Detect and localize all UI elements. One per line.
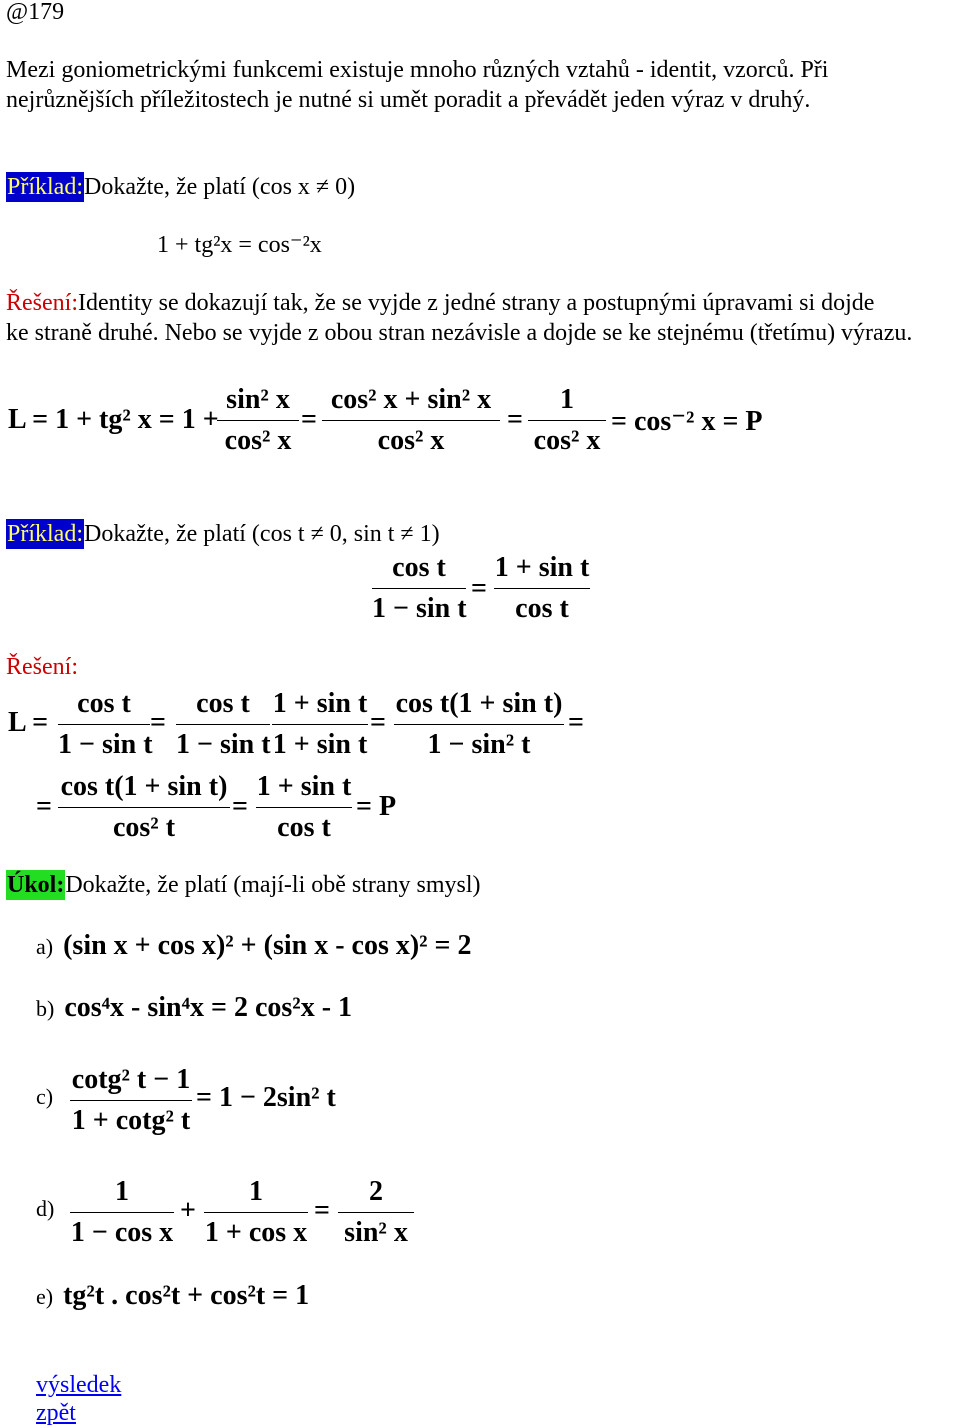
fraction-numerator: 1 (249, 1176, 263, 1207)
fraction-denominator: sin² x (344, 1217, 408, 1248)
fraction-numerator: 2 (369, 1176, 383, 1207)
fraction-denominator: cos² x (533, 425, 601, 456)
solution2-end: = P (356, 791, 397, 822)
fraction-numerator: cos t(1 + sin t) (395, 688, 563, 719)
task-item-a (36, 930, 472, 962)
solution-tag: Řešení: (6, 654, 78, 680)
fraction-denominator: 1 + sin t (272, 729, 368, 760)
equals-sign: = (301, 404, 317, 435)
equals-sign: = (471, 573, 487, 604)
task-item-d-fraction-3 (338, 1176, 414, 1249)
solution2-fraction-e (58, 771, 230, 844)
example2-left-fraction (372, 552, 466, 625)
fraction-numerator: 1 + sin t (256, 771, 352, 802)
task-item-c-fraction (70, 1064, 192, 1137)
fraction-numerator: 1 (115, 1176, 129, 1207)
task-item-e (36, 1280, 309, 1312)
fraction-numerator: 1 + sin t (272, 688, 368, 719)
equals-sign: = (370, 707, 386, 738)
fraction-denominator: cos t (277, 812, 331, 843)
equals-sign: = (507, 404, 523, 435)
solution2-heading (6, 652, 78, 682)
task-item-label: e) (36, 1284, 54, 1309)
fraction-numerator: cos t (196, 688, 250, 719)
task-heading (6, 870, 481, 900)
fraction-denominator: 1 − cos x (70, 1217, 174, 1248)
task-tag: Úkol: (7, 872, 65, 898)
derivation1-fraction-2 (322, 384, 500, 457)
solution1-line-2: ke straně druhé. Nebo se vyjde z obou stran nezávisle a dojde se ke stejnému (třetímu) výrazu. (6, 320, 913, 346)
fraction-denominator: cos t (515, 593, 569, 624)
equals-sign: = (232, 791, 248, 822)
fraction-numerator: sin² x (226, 384, 290, 415)
fraction-numerator: cos t(1 + sin t) (60, 771, 228, 802)
derivation1-result: = cos⁻² x = P (611, 406, 763, 437)
fraction-numerator: cos² x + sin² x (330, 384, 492, 415)
solution-tag: Řešení: (6, 290, 78, 316)
intro-line-2: nejrůznějších příležitostech je nutné si umět poradit a převádět jeden výraz v druhý. (6, 87, 811, 113)
fraction-denominator: 1 + cotg² t (71, 1105, 191, 1136)
page-number: @179 (6, 0, 65, 25)
task-item-label: d) (36, 1196, 55, 1221)
solution2-fraction-b (176, 688, 270, 761)
equals-sign: = (568, 707, 584, 738)
example2-heading (6, 519, 440, 549)
task-item-expression: tg²t . cos²t + cos²t = 1 (63, 1280, 310, 1311)
task-item-d-label-wrap (36, 1196, 54, 1222)
task-item-d-fraction-2 (204, 1176, 308, 1249)
equals-sign: = (150, 707, 166, 738)
equals-sign: = (36, 791, 52, 822)
fraction-denominator: cos² x (224, 425, 292, 456)
fraction-numerator: cos t (392, 552, 446, 583)
task-item-c-rhs: = 1 − 2sin² t (196, 1082, 336, 1113)
fraction-denominator: cos² t (112, 812, 176, 843)
solution2-fraction-f (256, 771, 352, 844)
solution1-line-1 (6, 288, 874, 318)
derivation1-fraction-1 (217, 384, 299, 457)
result-link[interactable]: výsledek (36, 1372, 122, 1398)
example2-text: Dokažte, že platí (cos t ≠ 0, sin t ≠ 1) (84, 521, 440, 547)
fraction-numerator: 1 (560, 384, 574, 415)
task-item-label: b) (36, 996, 55, 1021)
example1-identity: 1 + tg²x = cos⁻²x (157, 232, 322, 258)
fraction-numerator: 1 + sin t (494, 552, 590, 583)
intro-line-1: Mezi goniometrickými funkcemi existuje mnoho různých vztahů - identit, vzorců. Při (6, 57, 829, 83)
task-item-c-label-wrap (36, 1084, 53, 1110)
example2-right-fraction (494, 552, 590, 625)
task-item-label: c) (36, 1084, 54, 1109)
derivation1-fraction-3 (528, 384, 606, 457)
solution2-fraction-c (272, 688, 368, 761)
solution2-fraction-a (58, 688, 153, 761)
fraction-denominator: 1 − sin² t (427, 729, 531, 760)
fraction-denominator: 1 − sin t (58, 729, 153, 760)
back-link[interactable]: zpět (36, 1400, 76, 1426)
fraction-denominator: 1 − sin t (372, 593, 467, 624)
example1-heading (6, 172, 355, 202)
solution1-text-1: Identity se dokazují tak, že se vyjde z jedné strany a postupnými úpravami si dojde (78, 290, 875, 316)
solution2-lhs: L = (8, 707, 49, 738)
example1-text: Dokažte, že platí (cos x ≠ 0) (84, 174, 356, 200)
task-item-label: a) (36, 934, 54, 959)
task-item-d-fraction-1 (70, 1176, 174, 1249)
example-tag: Příklad: (7, 521, 83, 547)
equals-sign: = (314, 1195, 330, 1226)
task-text: Dokažte, že platí (mají-li obě strany smysl) (65, 872, 481, 898)
example-tag: Příklad: (7, 174, 83, 200)
task-item-expression: (sin x + cos x)² + (sin x - cos x)² = 2 (63, 930, 472, 961)
solution2-fraction-d (394, 688, 564, 761)
fraction-numerator: cos t (77, 688, 131, 719)
fraction-numerator: cotg² t − 1 (71, 1064, 191, 1095)
task-item-b (36, 992, 352, 1024)
derivation1-lhs: L = 1 + tg² x = 1 + (8, 404, 219, 435)
task-item-expression: cos⁴x - sin⁴x = 2 cos²x - 1 (64, 992, 353, 1023)
fraction-denominator: 1 + cos x (204, 1217, 308, 1248)
fraction-denominator: 1 − sin t (176, 729, 271, 760)
fraction-denominator: cos² x (377, 425, 445, 456)
plus-sign: + (180, 1195, 196, 1226)
